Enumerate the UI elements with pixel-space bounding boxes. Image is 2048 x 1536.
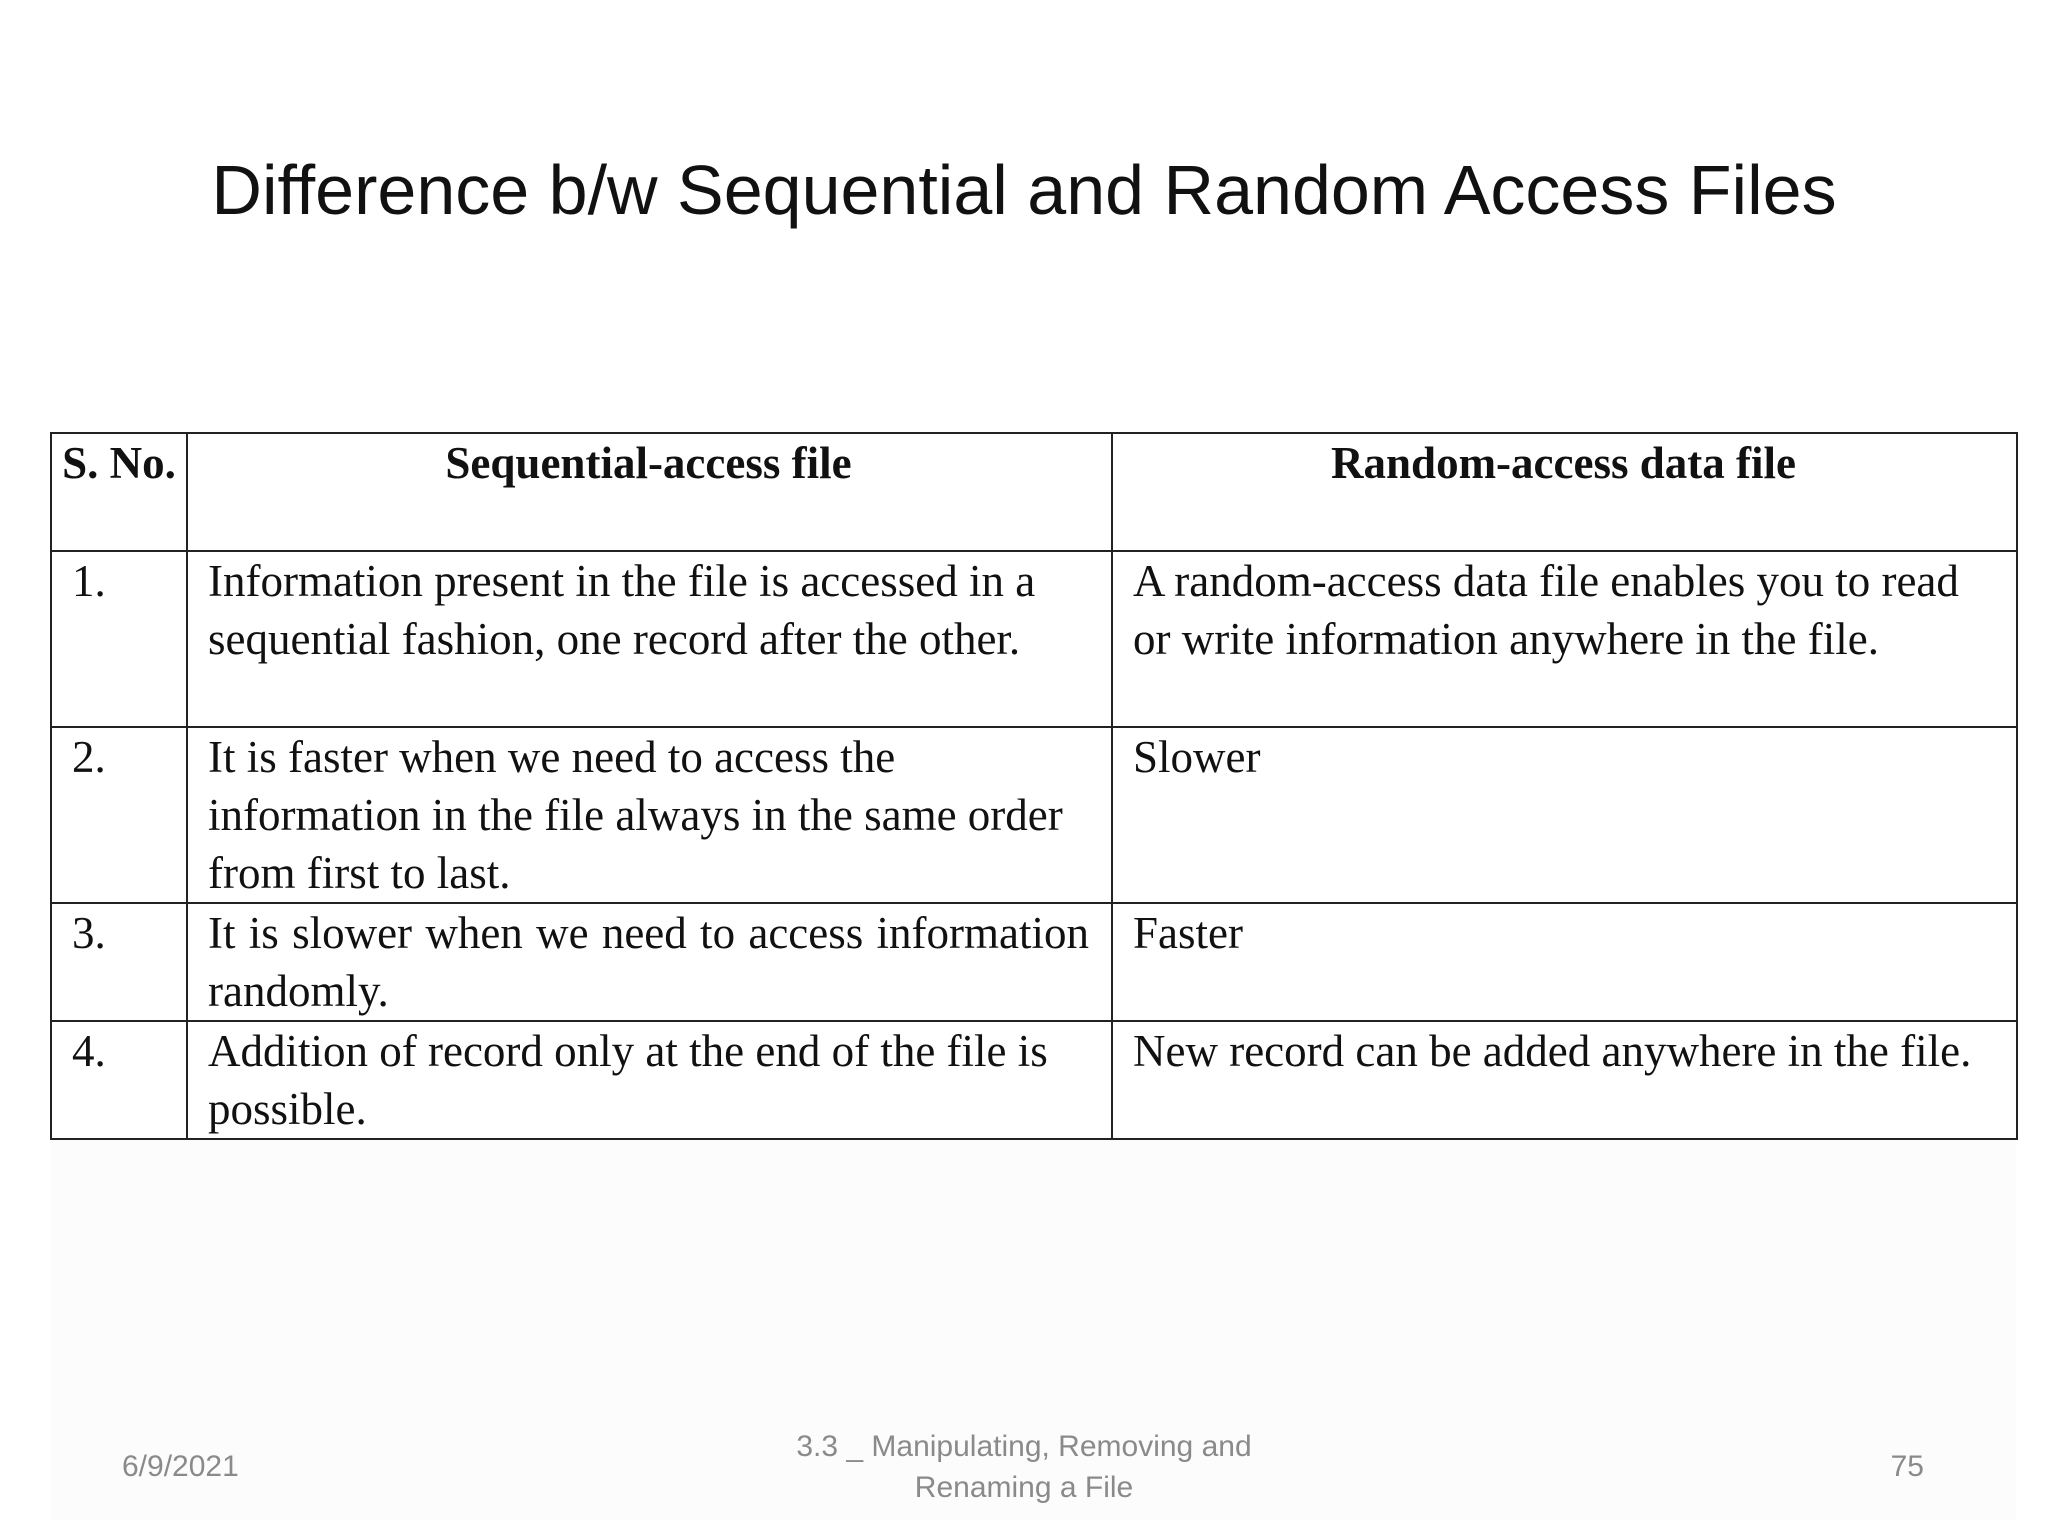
row-sequential-cell: Information present in the file is accessed in a sequential fashion, one record after the other. — [187, 551, 1112, 727]
row-sequential-cell: It is slower when we need to access information randomly. — [187, 903, 1112, 1021]
row-random-cell: New record can be added anywhere in the file. — [1112, 1021, 2017, 1139]
row-serial-number: 1. — [51, 551, 187, 727]
table-header-row — [51, 433, 2017, 551]
row-sequential-cell: It is faster when we need to access the information in the file always in the same order from first to last. — [187, 727, 1112, 903]
footer-subtitle-line-1: 3.3 _ Manipulating, Removing and — [796, 1430, 1252, 1463]
slide-title: Difference b/w Sequential and Random Access Files — [211, 151, 1837, 229]
row-serial-number: 4. — [51, 1021, 187, 1139]
table-row — [51, 903, 2017, 1021]
row-random-cell: Slower — [1112, 727, 2017, 903]
footer-subtitle — [724, 1426, 1324, 1508]
table-row — [51, 1021, 2017, 1139]
comparison-table — [50, 432, 2018, 1140]
row-sequential-cell: Addition of record only at the end of the file is possible. — [187, 1021, 1112, 1139]
footer-date: 6/9/2021 — [122, 1450, 239, 1483]
header-serial-number: S. No. — [51, 433, 187, 551]
header-random-access: Random-access data file — [1112, 433, 2017, 551]
row-random-cell: Faster — [1112, 903, 2017, 1021]
header-sequential-access: Sequential-access file — [187, 433, 1112, 551]
table-row — [51, 551, 2017, 727]
row-random-cell: A random-access data file enables you to read or write information anywhere in the file. — [1112, 551, 2017, 727]
table-row — [51, 727, 2017, 903]
footer-subtitle-line-2: Renaming a File — [914, 1471, 1134, 1504]
row-serial-number: 3. — [51, 903, 187, 1021]
row-serial-number: 2. — [51, 727, 187, 903]
footer-page-number: 75 — [1890, 1450, 1924, 1483]
